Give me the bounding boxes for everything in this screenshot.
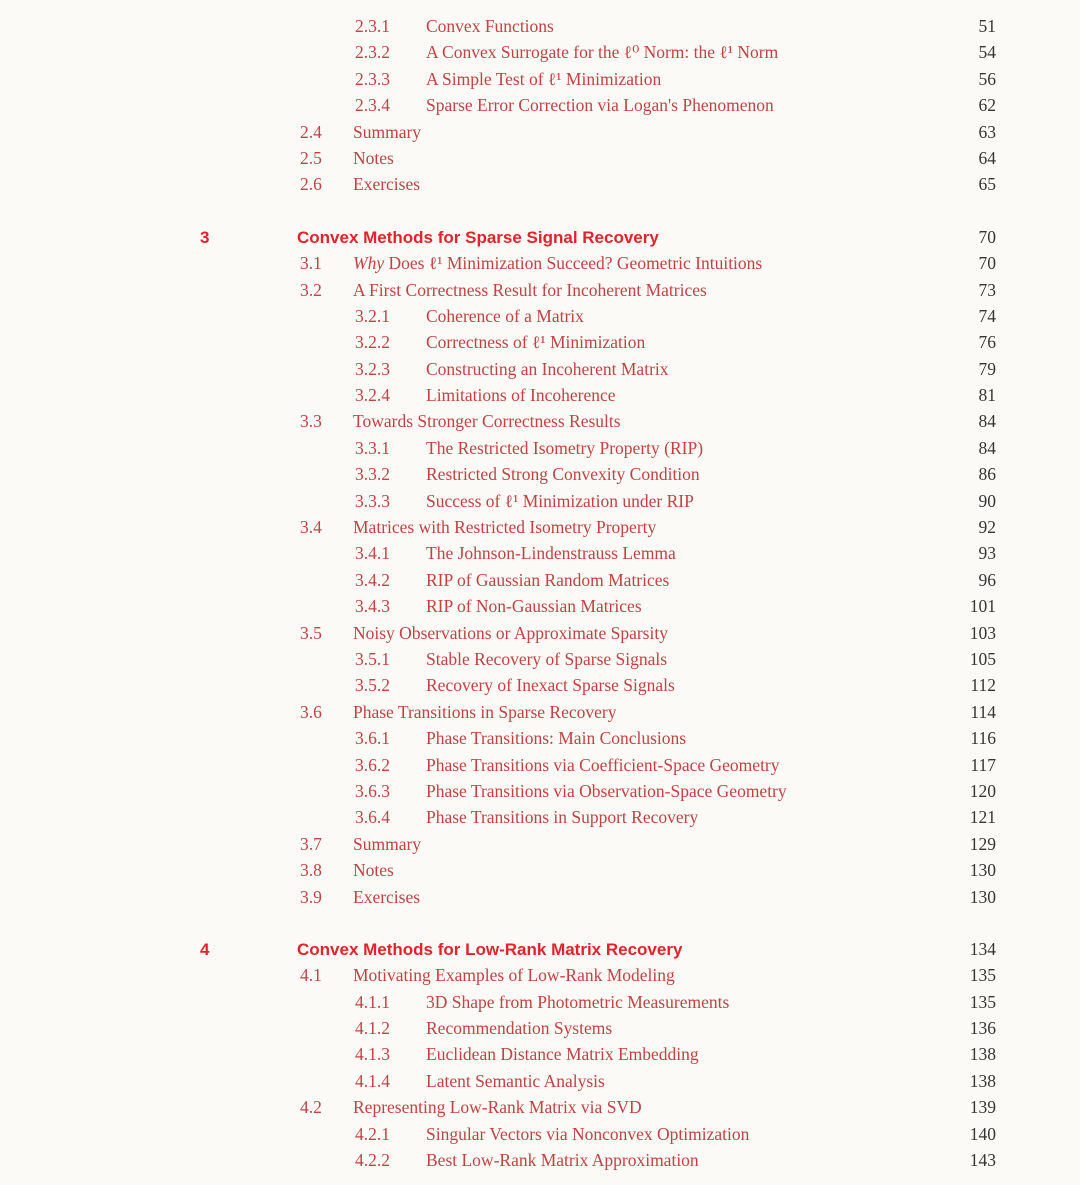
toc-section-row — [0, 1097, 1080, 1123]
toc-entry-number: 4.1.3 — [355, 1044, 390, 1065]
toc-entry-number: 3.2 — [300, 279, 322, 300]
toc-entry-page: 129 — [969, 833, 996, 854]
toc-entry-number: 3.4.3 — [355, 596, 390, 617]
toc-entry-number: 3.4.2 — [355, 569, 390, 590]
toc-chapter-row — [0, 227, 1080, 253]
toc-entry-title: Notes — [353, 860, 394, 881]
toc-entry-page: 120 — [969, 780, 996, 801]
toc-entry-page: 105 — [969, 648, 996, 669]
toc-entry-title: Why Does ℓ¹ Minimization Succeed? Geometric Intuitions — [353, 253, 763, 274]
toc-entry-number: 3.6.4 — [355, 807, 390, 828]
toc-entry-number: 3.2.3 — [355, 358, 390, 379]
toc-entry-page: 79 — [978, 358, 996, 379]
toc-entry-page: 138 — [969, 1044, 996, 1065]
toc-subsection-row — [0, 755, 1080, 781]
toc-entry-title: A Convex Surrogate for the ℓ⁰ Norm: the ℓ¹ Norm — [426, 42, 779, 63]
toc-entry-number: 3.6.2 — [355, 754, 390, 775]
toc-entry-page: 96 — [978, 569, 996, 590]
toc-subsection-row — [0, 543, 1080, 569]
toc-entry-number: 3.3.1 — [355, 437, 390, 458]
toc-chapter-row — [0, 939, 1080, 965]
toc-entry-page: 90 — [978, 490, 996, 511]
toc-entry-page: 140 — [969, 1123, 996, 1144]
toc-entry-title: Recommendation Systems — [426, 1018, 613, 1039]
toc-section-row — [0, 148, 1080, 174]
toc-entry-title: Coherence of a Matrix — [426, 305, 584, 326]
toc-entry-title: Stable Recovery of Sparse Signals — [426, 648, 668, 669]
toc-entry-page: 121 — [969, 807, 996, 828]
toc-subsection-row — [0, 596, 1080, 622]
toc-entry-title: Representing Low-Rank Matrix via SVD — [353, 1097, 642, 1118]
toc-entry-page: 103 — [969, 622, 996, 643]
toc-entry-title: Euclidean Distance Matrix Embedding — [426, 1044, 699, 1065]
toc-entry-page: 92 — [978, 517, 996, 538]
toc-entry-number: 3.5.1 — [355, 648, 390, 669]
toc-subsection-row — [0, 1124, 1080, 1150]
toc-entry-page: 76 — [978, 332, 996, 353]
toc-entry-number: 2.3.4 — [355, 95, 390, 116]
toc-entry-page: 116 — [970, 728, 996, 749]
toc-section-row — [0, 280, 1080, 306]
toc-entry-title: Summary — [353, 833, 422, 854]
toc-entry-title: A First Correctness Result for Incoherent Matrices — [353, 279, 707, 300]
toc-entry-number: 3.4 — [300, 517, 322, 538]
toc-entry-title: Restricted Strong Convexity Condition — [426, 464, 700, 485]
toc-subsection-row — [0, 675, 1080, 701]
toc-entry-title: 3D Shape from Photometric Measurements — [426, 991, 730, 1012]
toc-entry-page: 70 — [978, 226, 996, 247]
toc-section-row — [0, 411, 1080, 437]
toc-entry-number: 3.5 — [300, 622, 322, 643]
toc-subsection-row — [0, 42, 1080, 68]
toc-entry-title: Phase Transitions via Observation-Space Geometry — [426, 780, 787, 801]
toc-entry-page: 81 — [978, 385, 996, 406]
toc-entry-title: Matrices with Restricted Isometry Property — [353, 517, 657, 538]
toc-entry-number: 2.5 — [300, 147, 322, 168]
toc-entry-title: Noisy Observations or Approximate Sparsity — [353, 622, 668, 643]
toc-entry-number: 4.1.4 — [355, 1070, 390, 1091]
toc-entry-page: 136 — [969, 1018, 996, 1039]
toc-entry-page: 54 — [978, 42, 996, 63]
toc-entry-title: Towards Stronger Correctness Results — [353, 411, 621, 432]
toc-entry-page: 62 — [978, 95, 996, 116]
toc-entry-page: 117 — [970, 754, 996, 775]
toc-section-row — [0, 834, 1080, 860]
toc-entry-number: 2.3.2 — [355, 42, 390, 63]
toc-entry-page: 51 — [978, 16, 996, 36]
toc-entry-page: 64 — [978, 147, 996, 168]
toc-entry-title: Summary — [353, 121, 422, 142]
toc-entry-number: 3.2.1 — [355, 305, 390, 326]
toc-entry-number: 3.7 — [300, 833, 322, 854]
toc-entry-page: 134 — [969, 938, 996, 959]
toc-entry-number: 3.3 — [300, 411, 322, 432]
toc-entry-page: 84 — [978, 411, 996, 432]
toc-entry-page: 56 — [978, 68, 996, 89]
toc-entry-number: 3.6 — [300, 701, 322, 722]
toc-entry-page: 112 — [970, 675, 996, 696]
toc-section-row — [0, 517, 1080, 543]
toc-entry-title: The Johnson-Lindenstrauss Lemma — [426, 543, 676, 564]
toc-entry-page: 84 — [978, 437, 996, 458]
toc-entry-number: 4 — [200, 939, 210, 959]
toc-subsection-row — [0, 438, 1080, 464]
toc-entry-number: 3.9 — [300, 886, 322, 907]
toc-entry-number: 3.6.3 — [355, 780, 390, 801]
toc-entry-number: 4.2.2 — [355, 1150, 390, 1171]
toc-entry-title: Phase Transitions: Main Conclusions — [426, 728, 687, 749]
toc-subsection-row — [0, 1044, 1080, 1070]
toc-entry-title: Singular Vectors via Nonconvex Optimization — [426, 1123, 750, 1144]
toc-entry-title: Phase Transitions in Support Recovery — [426, 807, 699, 828]
toc-entry-title: Limitations of Incoherence — [426, 385, 616, 406]
toc-entry-page: 139 — [969, 1097, 996, 1118]
toc-entry-page: 65 — [978, 174, 996, 195]
toc-subsection-row — [0, 807, 1080, 833]
toc-entry-title: Phase Transitions in Sparse Recovery — [353, 701, 617, 722]
toc-subsection-row — [0, 306, 1080, 332]
toc-entry-page: 135 — [969, 991, 996, 1012]
toc-entry-number: 4.2 — [300, 1097, 322, 1118]
toc-subsection-row — [0, 95, 1080, 121]
toc-entry-page: 73 — [978, 279, 996, 300]
toc-entry-number: 3.2.2 — [355, 332, 390, 353]
toc-entry-title: A Simple Test of ℓ¹ Minimization — [426, 68, 662, 89]
toc-entry-page: 114 — [970, 701, 996, 722]
toc-entry-title: Recovery of Inexact Sparse Signals — [426, 675, 675, 696]
toc-entry-title: RIP of Non-Gaussian Matrices — [426, 596, 642, 617]
toc-subsection-row — [0, 332, 1080, 358]
toc-entry-title: Best Low-Rank Matrix Approximation — [426, 1150, 699, 1171]
toc-subsection-row — [0, 491, 1080, 517]
toc-section-row — [0, 623, 1080, 649]
toc-entry-number: 3.3.3 — [355, 490, 390, 511]
toc-subsection-row — [0, 359, 1080, 385]
toc-entry-number: 3.5.2 — [355, 675, 390, 696]
toc-entry-number: 4.1.2 — [355, 1018, 390, 1039]
toc-entry-number: 3 — [200, 227, 210, 247]
toc-entry-page: 74 — [978, 305, 996, 326]
toc-section-row — [0, 702, 1080, 728]
toc-entry-title: Latent Semantic Analysis — [426, 1070, 605, 1091]
toc-entry-number: 3.1 — [300, 253, 322, 274]
toc-entry-page: 63 — [978, 121, 996, 142]
toc-entry-number: 3.2.4 — [355, 385, 390, 406]
toc-entry-number: 3.3.2 — [355, 464, 390, 485]
toc-subsection-row — [0, 385, 1080, 411]
toc-entry-number: 3.8 — [300, 860, 322, 881]
toc-subsection-row — [0, 781, 1080, 807]
toc-entry-page: 138 — [969, 1070, 996, 1091]
toc-subsection-row — [0, 728, 1080, 754]
toc-subsection-row — [0, 1018, 1080, 1044]
toc-subsection-row — [0, 992, 1080, 1018]
toc-subsection-row — [0, 1150, 1080, 1176]
toc-entry-page: 101 — [969, 596, 996, 617]
toc-entry-page: 143 — [969, 1150, 996, 1171]
toc-entry-title: Convex Methods for Sparse Signal Recovery — [297, 227, 659, 247]
toc-entry-page: 93 — [978, 543, 996, 564]
toc-entry-page: 86 — [978, 464, 996, 485]
toc-subsection-row — [0, 649, 1080, 675]
toc-subsection-row — [0, 16, 1080, 42]
toc-entry-number: 4.2.1 — [355, 1123, 390, 1144]
toc-entry-number: 2.3.3 — [355, 68, 390, 89]
toc-section-row — [0, 860, 1080, 886]
toc-entry-title: Motivating Examples of Low-Rank Modeling — [353, 965, 675, 986]
toc-entry-number: 2.3.1 — [355, 16, 390, 36]
toc-entry-title: Phase Transitions via Coefficient-Space Geometry — [426, 754, 780, 775]
toc-entry-title: The Restricted Isometry Property (RIP) — [426, 437, 704, 458]
toc-entry-number: 4.1 — [300, 965, 322, 986]
toc-section-row — [0, 253, 1080, 279]
toc-entry-title: Success of ℓ¹ Minimization under RIP — [426, 490, 694, 511]
toc-entry-title: Exercises — [353, 174, 421, 195]
toc-section-row — [0, 174, 1080, 200]
toc-entry-title: Notes — [353, 147, 394, 168]
toc-entry-title: RIP of Gaussian Random Matrices — [426, 569, 670, 590]
toc-entry-number: 3.6.1 — [355, 728, 390, 749]
toc-entry-page: 135 — [969, 965, 996, 986]
toc-entry-title: Sparse Error Correction via Logan's Phenomenon — [426, 95, 774, 116]
toc-section-row — [0, 122, 1080, 148]
toc-section-row — [0, 965, 1080, 991]
toc-entry-number: 2.4 — [300, 121, 322, 142]
toc-entry-title: Correctness of ℓ¹ Minimization — [426, 332, 646, 353]
toc-subsection-row — [0, 464, 1080, 490]
toc-section-row — [0, 887, 1080, 913]
toc-subsection-row — [0, 1071, 1080, 1097]
toc-entry-number: 2.6 — [300, 174, 322, 195]
toc-subsection-row — [0, 570, 1080, 596]
toc-entry-title: Convex Methods for Low-Rank Matrix Recovery — [297, 939, 683, 959]
toc-entry-page: 70 — [978, 253, 996, 274]
toc-entry-number: 4.1.1 — [355, 991, 390, 1012]
toc-entry-page: 130 — [969, 860, 996, 881]
toc-entry-title: Exercises — [353, 886, 421, 907]
toc-entry-title: Constructing an Incoherent Matrix — [426, 358, 669, 379]
toc-entry-number: 3.4.1 — [355, 543, 390, 564]
toc-entry-title: Convex Functions — [426, 16, 554, 36]
toc-subsection-row — [0, 69, 1080, 95]
toc-entry-page: 130 — [969, 886, 996, 907]
